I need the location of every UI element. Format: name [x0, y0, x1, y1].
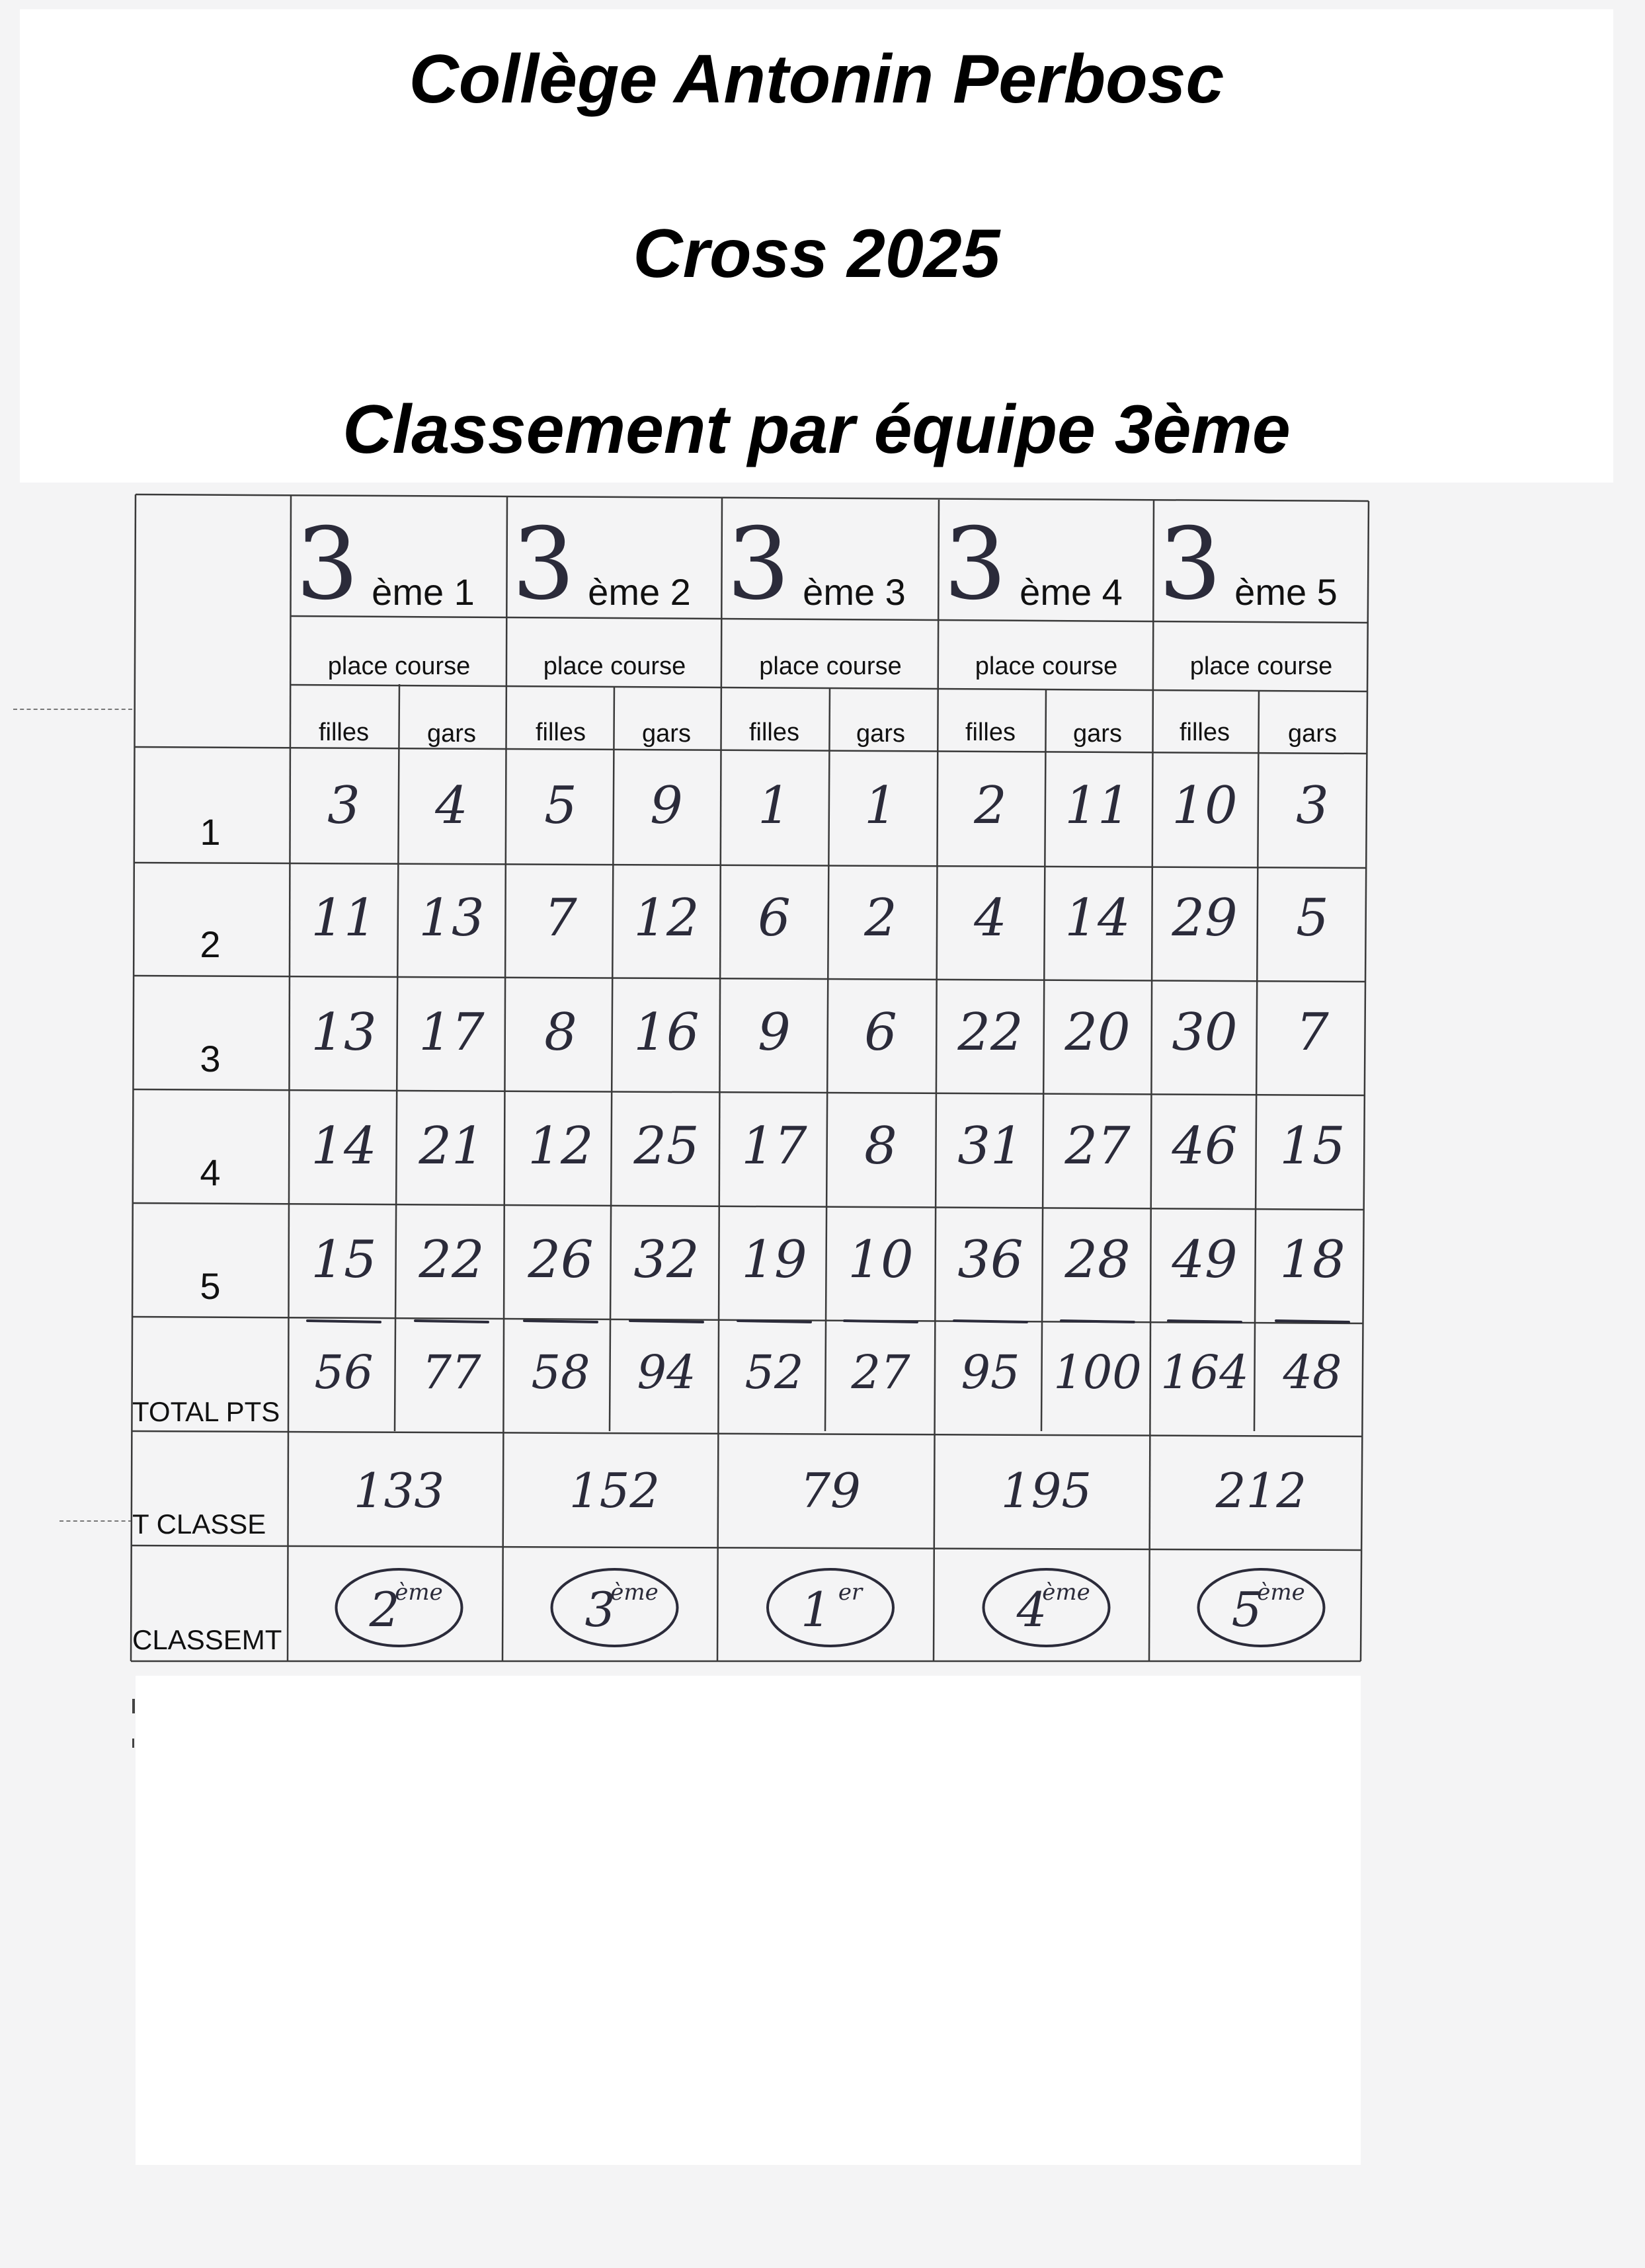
class-number-handwritten: 3: [512, 507, 575, 622]
filles-label: filles: [748, 719, 800, 746]
place-cell: 6: [758, 888, 791, 948]
place-cell: 22: [957, 1003, 1023, 1062]
sum-underline: [738, 1321, 811, 1322]
place-cell: 28: [1064, 1230, 1131, 1290]
t-classe-value: 212: [1215, 1463, 1307, 1518]
place-cell: 15: [311, 1230, 377, 1290]
row-label: 5: [200, 1265, 221, 1307]
place-cell: 30: [1172, 1003, 1238, 1062]
place-cell: 49: [1172, 1230, 1238, 1290]
sum-underline: [307, 1321, 380, 1322]
t-classe-value: 152: [569, 1463, 661, 1518]
t-classe-value: 133: [353, 1463, 445, 1518]
total-cell: 58: [531, 1345, 590, 1399]
sum-underline: [524, 1321, 597, 1322]
rank-suffix: ème: [610, 1579, 659, 1606]
place-cell: 11: [311, 888, 377, 948]
gars-label: gars: [1288, 720, 1337, 748]
classement-label: CLASSEMT: [132, 1624, 282, 1655]
rank-number: 4: [1016, 1582, 1047, 1637]
place-cell: 15: [1279, 1116, 1345, 1176]
row-label: 3: [200, 1038, 221, 1079]
place-cell: 12: [633, 888, 700, 948]
place-cell: 4: [435, 776, 468, 836]
place-cell: 1: [864, 776, 897, 836]
place-course-label: place course: [543, 652, 686, 680]
scrap-mark: [132, 1699, 135, 1713]
place-cell: 16: [633, 1003, 700, 1062]
place-cell: 18: [1279, 1230, 1345, 1290]
rank-suffix: ème: [1042, 1579, 1090, 1606]
rank-suffix: ème: [1257, 1579, 1305, 1606]
place-cell: 22: [419, 1230, 485, 1290]
t-classe-label: T CLASSE: [132, 1508, 266, 1540]
place-cell: 9: [650, 776, 683, 836]
place-cell: 8: [864, 1116, 897, 1176]
place-cell: 14: [311, 1116, 377, 1176]
page-subtitle: Classement par équipe 3ème: [342, 391, 1291, 468]
place-cell: 11: [1064, 776, 1131, 836]
place-cell: 10: [1172, 776, 1238, 836]
place-cell: 4: [974, 888, 1007, 948]
place-cell: 21: [419, 1116, 485, 1176]
place-cell: 2: [864, 888, 897, 948]
place-cell: 1: [758, 776, 791, 836]
total-cell: 100: [1053, 1345, 1142, 1399]
class-name-label: ème 5: [1234, 571, 1338, 613]
sum-underline: [415, 1321, 488, 1322]
place-cell: 32: [633, 1230, 700, 1290]
class-number-handwritten: 3: [296, 507, 359, 622]
rank-number: 1: [801, 1582, 831, 1637]
t-classe-value: 79: [800, 1463, 861, 1518]
place-course-label: place course: [975, 652, 1118, 680]
class-number-handwritten: 3: [727, 507, 790, 622]
blank-area: [136, 1676, 1361, 2165]
event-title: Cross 2025: [633, 215, 1000, 292]
total-cell: 56: [314, 1345, 374, 1399]
row-label: 4: [200, 1152, 221, 1193]
place-cell: 29: [1172, 888, 1238, 948]
place-cell: 5: [1296, 888, 1329, 948]
place-cell: 17: [741, 1116, 807, 1176]
place-cell: 7: [544, 888, 577, 948]
gars-label: gars: [856, 720, 905, 748]
filles-label: filles: [318, 719, 370, 746]
place-cell: 8: [544, 1003, 577, 1062]
sum-underline: [844, 1321, 917, 1322]
place-cell: 31: [957, 1116, 1023, 1176]
scrap-mark: [132, 1739, 134, 1748]
gars-label: gars: [427, 720, 476, 748]
place-cell: 5: [544, 776, 577, 836]
class-name-label: ème 4: [1020, 571, 1123, 613]
gars-label: gars: [1073, 720, 1122, 748]
class-name-label: ème 2: [588, 571, 691, 613]
place-course-label: place course: [759, 652, 902, 680]
rank-number: 2: [369, 1582, 400, 1637]
place-cell: 17: [419, 1003, 485, 1062]
sum-underline: [954, 1321, 1027, 1322]
gars-label: gars: [642, 720, 691, 748]
place-cell: 10: [848, 1230, 914, 1290]
class-name-label: ème 3: [803, 571, 906, 613]
class-number-handwritten: 3: [943, 507, 1007, 622]
place-cell: 27: [1064, 1116, 1131, 1176]
total-cell: 94: [637, 1345, 696, 1399]
filles-label: filles: [965, 719, 1016, 746]
filles-label: filles: [535, 719, 586, 746]
place-cell: 36: [957, 1230, 1023, 1290]
sum-underline: [630, 1321, 703, 1322]
sum-underline: [1276, 1321, 1349, 1322]
row-label: 1: [200, 811, 221, 853]
total-cell: 48: [1283, 1345, 1342, 1399]
table-grid: [131, 494, 1369, 1661]
class-name-label: ème 1: [372, 571, 475, 613]
class-number-handwritten: 3: [1158, 507, 1222, 622]
total-cell: 52: [744, 1345, 804, 1399]
school-title: Collège Antonin Perbosc: [409, 41, 1224, 118]
place-cell: 20: [1064, 1003, 1131, 1062]
place-cell: 12: [528, 1116, 594, 1176]
total-cell: 27: [851, 1345, 910, 1399]
rank-number: 5: [1231, 1582, 1262, 1637]
total-pts-label: TOTAL PTS: [132, 1396, 280, 1427]
place-cell: 3: [1296, 776, 1329, 836]
place-cell: 2: [974, 776, 1007, 836]
total-cell: 164: [1160, 1345, 1249, 1399]
rank-suffix: ème: [395, 1579, 443, 1606]
place-cell: 7: [1296, 1003, 1329, 1062]
t-classe-value: 195: [1000, 1463, 1092, 1518]
sum-underline: [1168, 1321, 1241, 1322]
rank-number: 3: [584, 1582, 616, 1637]
filles-label: filles: [1179, 719, 1230, 746]
place-cell: 13: [419, 888, 485, 948]
rank-suffix: er: [838, 1579, 863, 1606]
sum-underline: [1061, 1321, 1134, 1322]
place-course-label: place course: [1189, 652, 1333, 680]
row-label: 2: [200, 923, 221, 965]
place-cell: 25: [633, 1116, 700, 1176]
place-cell: 19: [741, 1230, 807, 1290]
place-cell: 14: [1064, 888, 1131, 948]
total-cell: 77: [422, 1345, 481, 1399]
place-cell: 26: [528, 1230, 594, 1290]
place-cell: 3: [327, 776, 360, 836]
place-course-label: place course: [327, 652, 471, 680]
place-cell: 6: [864, 1003, 897, 1062]
total-cell: 95: [961, 1345, 1020, 1399]
place-cell: 13: [311, 1003, 377, 1062]
place-cell: 46: [1172, 1116, 1238, 1176]
place-cell: 9: [758, 1003, 791, 1062]
